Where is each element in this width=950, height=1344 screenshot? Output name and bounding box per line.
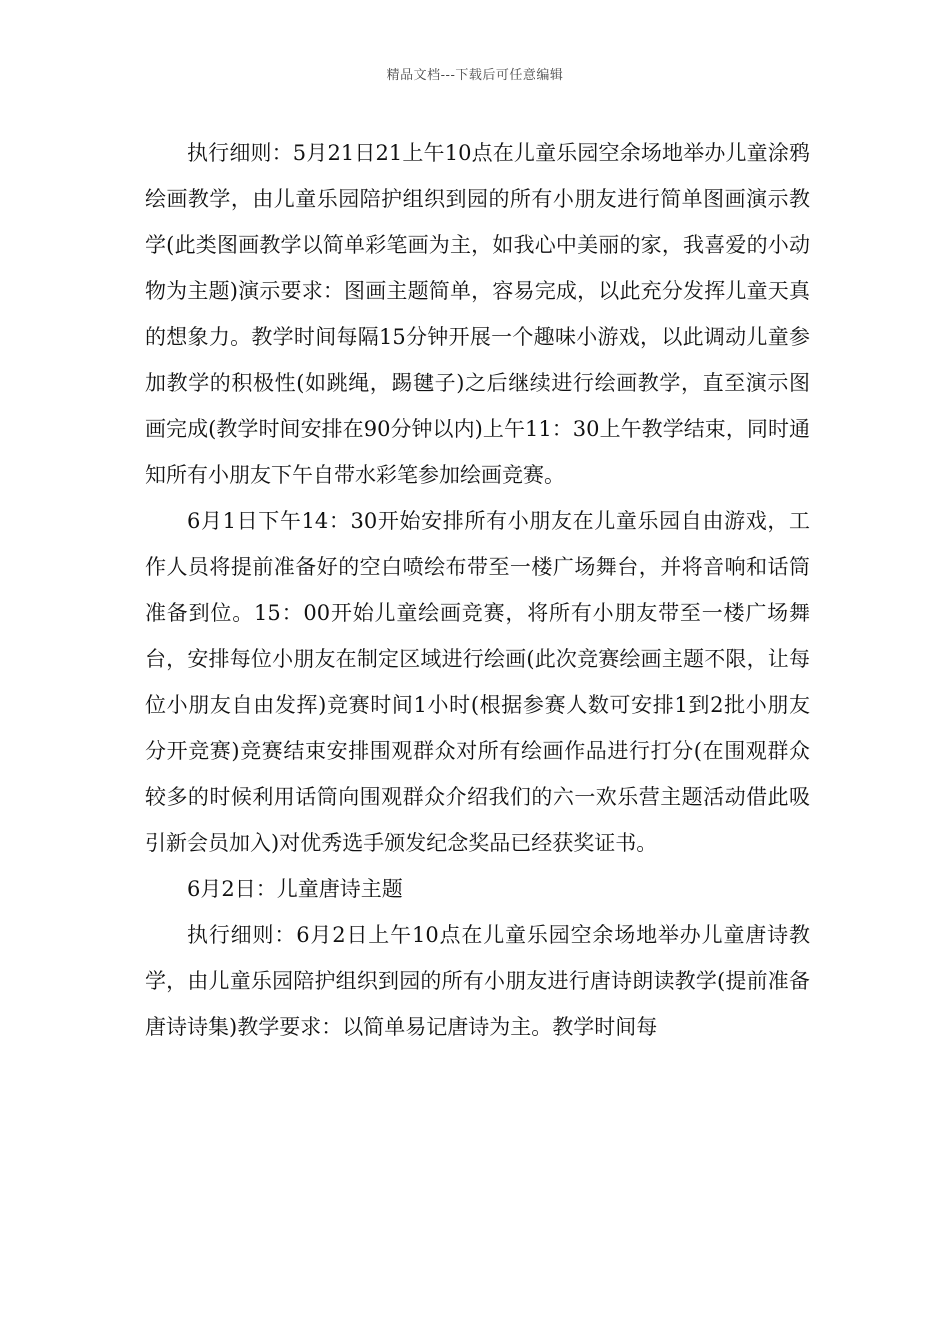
paragraph-may-21-details: 执行细则：5月21日21上午10点在儿童乐园空余场地举办儿童涂鸦绘画教学，由儿童乐园陪护组织到园的所有小朋友进行简单图画演示教学(此类图画教学以简单彩笔画为主，如我心中美丽的家，我喜爱的小动物为主题)演示要求：图画主题简单，容易完成，以此充分发挥儿童天真的想象力。教学时间每隔15分钟开展一个趣味小游戏，以此调动儿童参加教学的积极性(如跳绳，踢毽子)之后继续进行绘画教学，直至演示图画完成(教学时间安排在90分钟以内)上午11：30上午教学结束，同时通知所有小朋友下午自带水彩笔参加绘画竞赛。 xyxy=(145,141,810,487)
paragraph-june-2-heading: 6月2日：儿童唐诗主题 xyxy=(187,877,403,901)
page-header: 精品文档---下载后可任意编辑 xyxy=(386,68,564,83)
paragraph-june-2-details: 执行细则：6月2日上午10点在儿童乐园空余场地举办儿童唐诗教学，由儿童乐园陪护组织到园的所有小朋友进行唐诗朗读教学(提前准备唐诗诗集)教学要求：以简单易记唐诗为主。教学时间每 xyxy=(145,923,810,1039)
document-body xyxy=(145,130,810,1050)
paragraph-june-1-contest: 6月1日下午14：30开始安排所有小朋友在儿童乐园自由游戏，工作人员将提前准备好的空白喷绘布带至一楼广场舞台，并将音响和话筒准备到位。15：00开始儿童绘画竞赛，将所有小朋友带至一楼广场舞台，安排每位小朋友在制定区域进行绘画(此次竞赛绘画主题不限，让每位小朋友自由发挥)竞赛时间1小时(根据参赛人数可安排1到2批小朋友分开竞赛)竞赛结束安排围观群众对所有绘画作品进行打分(在围观群众较多的时候利用话筒向围观群众介绍我们的六一欢乐营主题活动借此吸引新会员加入)对优秀选手颁发纪念奖品已经获奖证书。 xyxy=(145,509,810,855)
